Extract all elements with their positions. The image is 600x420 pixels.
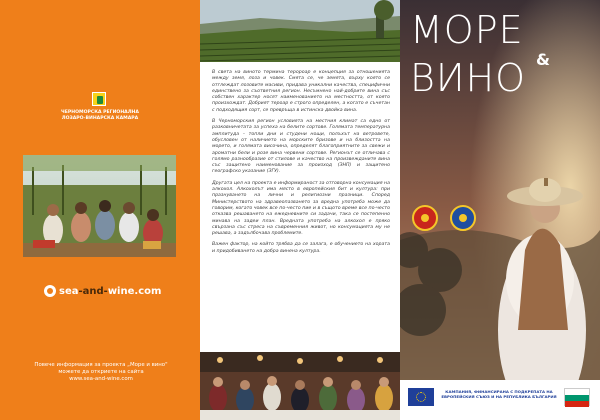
paragraph-terroir: В света на виното терминa теророар е концепция за отношенията между земя, лоза и човек. Смята се, че земята, върху която се отглеждат лозовите масиви, придава уникални качества, специфични единствено за съответния регион. Несъмнено най-добрите вина със собствен характер носят наименованието на местността, от която произхождат. Добрият тероар е строго определен, а когато е съчетан с подходящия сорт, се превръща в истинска двойка вина. bbox=[212, 70, 390, 113]
wine-tasting-event-photo bbox=[200, 352, 400, 420]
website-link[interactable] bbox=[44, 285, 164, 299]
vineyard-landscape-photo bbox=[200, 0, 400, 62]
pgi-seal-icon bbox=[450, 205, 476, 231]
people-toasting-in-vineyard-photo bbox=[23, 155, 176, 257]
paragraph-wine-culture: Важен фактор, на който трябва да се залага, е обучението на хората и придобиването на добра винена култура. bbox=[212, 242, 390, 254]
article-body bbox=[212, 70, 390, 260]
chamber-logo-icon bbox=[92, 92, 106, 106]
paragraph-black-sea-region: В Черноморския регион условията на местния климат са едно от разковничетата за успеха на белите сортове. Голямата температурна амплитуда – топли дни и студени нощи, полъхът на ветровете, обусловен от наличието на морските бризове и на близостта на морето, и голямата височина, определят благоприятните за свежи и ароматни бели и розе вина червени сортове. Регионът се отличава с голямо разнообразие от стилове и качество на произвежданите вина със защитено наименование за произход (ЗНП) и защитено географско указание (ЗГУ). bbox=[212, 119, 390, 175]
pdo-seal-icon bbox=[412, 205, 438, 231]
funding-footer bbox=[400, 380, 600, 420]
eu-flag-icon bbox=[408, 388, 434, 406]
cover-panel bbox=[400, 0, 600, 420]
left-panel bbox=[0, 0, 200, 420]
globe-icon bbox=[44, 285, 56, 297]
cover-title-ampersand: & bbox=[536, 50, 550, 69]
middle-panel bbox=[200, 0, 400, 420]
promo-text: Повече информация за проекта „Море и вино" можете да откриете на сайта www.sea-and-wine.com bbox=[34, 362, 168, 382]
bulgarian-flag-icon bbox=[564, 388, 590, 406]
funding-text: КАМПАНИЯ, ФИНАНСИРАНА С ПОДКРЕПАТА НА ЕВРОПЕЙСКИЯ СЪЮЗ И НА РЕПУБЛИКА БЪЛГАРИЯ bbox=[441, 389, 557, 399]
paragraph-responsible-drinking: Другата цел на проекта е информираност за отговорна консумация на алкохол. Алкохолът има място в европейския бит и култура: при празнуването на лични и религиозни празници. Според Министерството на здравеопазването за вредна употреба може да говорим, когато човек все по-често пие и в същото време все по-често отказва решаването на ежедневните си задачи, така се постепенно минава на задеи план. Вредната употреба на алкохол е пряко свързана със стреса на съвременния живот, но консумацията му не решава, а задълбочава проблемите. bbox=[212, 180, 390, 237]
cover-title-wine: ВИНО bbox=[410, 56, 527, 100]
cover-title-sea: МОРЕ bbox=[410, 8, 524, 52]
org-name: ЧЕРНОМОРСКА РЕГИОНАЛНА ЛОЗАРО-ВИНАРСКА КАМАРА bbox=[61, 110, 139, 121]
website-text: sea-and-wine.com bbox=[59, 286, 162, 297]
